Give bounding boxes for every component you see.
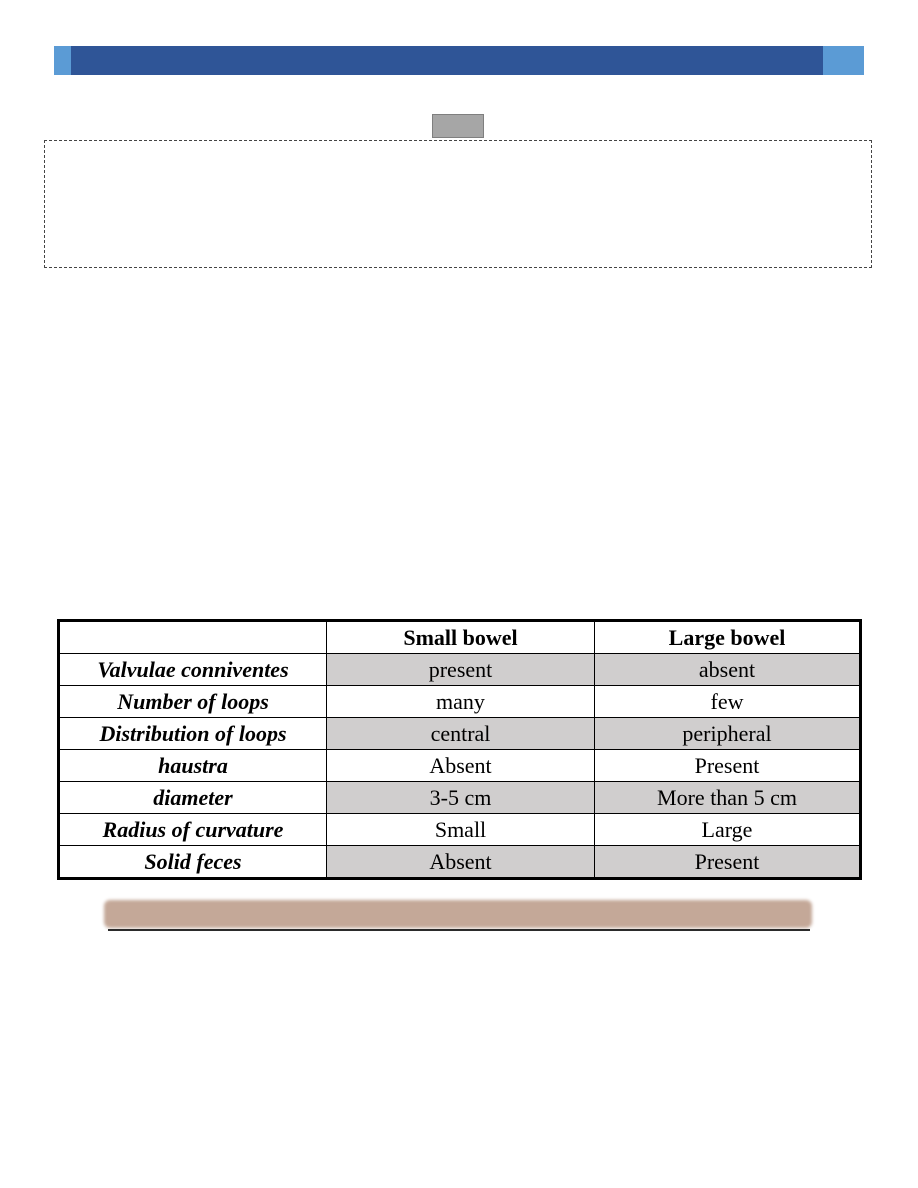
grey-tab-marker [432,114,484,138]
large-bowel-cell: More than 5 cm [595,782,861,814]
header-bar-right-cap [823,46,864,75]
table-row [59,718,861,750]
table-row [59,846,861,879]
table-row [59,750,861,782]
table-row [59,686,861,718]
large-bowel-cell: Present [595,846,861,879]
bowel-comparison-table [57,619,862,880]
small-bowel-cell: 3-5 cm [327,782,595,814]
redacted-caption-bar [104,900,812,928]
small-bowel-cell: central [327,718,595,750]
large-bowel-cell: few [595,686,861,718]
large-bowel-cell: Present [595,750,861,782]
small-bowel-cell: Absent [327,846,595,879]
row-label: Distribution of loops [59,718,327,750]
row-label: haustra [59,750,327,782]
table-header-row [59,621,861,654]
row-label: Number of loops [59,686,327,718]
row-label: diameter [59,782,327,814]
table-row [59,814,861,846]
dashed-content-box [44,140,872,268]
row-label: Radius of curvature [59,814,327,846]
small-bowel-cell: present [327,654,595,686]
table-row [59,782,861,814]
caption-underline [108,929,810,931]
header-bar-left-cap [54,46,71,75]
table-header-small-bowel: Small bowel [327,621,595,654]
table-header-large-bowel: Large bowel [595,621,861,654]
small-bowel-cell: many [327,686,595,718]
table-header-empty [59,621,327,654]
header-bar [54,46,864,75]
large-bowel-cell: peripheral [595,718,861,750]
large-bowel-cell: Large [595,814,861,846]
small-bowel-cell: Small [327,814,595,846]
row-label: Solid feces [59,846,327,879]
small-bowel-cell: Absent [327,750,595,782]
table-row [59,654,861,686]
row-label: Valvulae conniventes [59,654,327,686]
large-bowel-cell: absent [595,654,861,686]
